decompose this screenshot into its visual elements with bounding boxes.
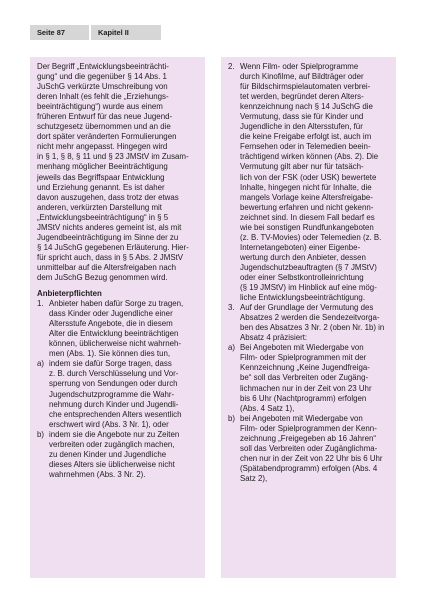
left-column bbox=[30, 57, 205, 578]
text-line: „Entwicklungsbeeinträchtigung“ in § 5 bbox=[37, 212, 169, 222]
text-line: § 14 JuSchG gegebenen Erläuterung. Hier- bbox=[37, 242, 189, 252]
text-line: können, üblicherweise nicht wahrneh- bbox=[49, 339, 182, 349]
list-item-number: 3. bbox=[228, 303, 235, 313]
list-item-text bbox=[240, 303, 389, 343]
text-line: anderen, verkürzten Darstellung mit bbox=[37, 202, 162, 212]
text-line: beeinträchtigung“) wurde aus einem bbox=[37, 102, 163, 112]
text-line: gung“ und die gegenüber § 14 Abs. 1 bbox=[37, 72, 167, 82]
sub-item-a bbox=[228, 343, 389, 413]
text-line: wahrnehmen (Abs. 3 Nr. 2). bbox=[49, 469, 146, 479]
text-line: oder einer Selbstkontrolleinrichtung bbox=[240, 272, 364, 282]
sub-item-letter: a) bbox=[228, 343, 236, 353]
text-line: wertung durch den Anbieter, dessen bbox=[240, 252, 366, 262]
sub-item-text bbox=[49, 359, 198, 429]
text-line: (§ 19 JMStV) im Hinblick auf eine mög- bbox=[240, 283, 377, 293]
chapter-label: Kapitel II bbox=[91, 25, 161, 40]
list-item-number: 2. bbox=[228, 62, 235, 71]
list-item-2 bbox=[228, 62, 389, 303]
sub-item-text bbox=[49, 430, 198, 480]
text-line: Anbieter haben dafür Sorge zu tragen, bbox=[49, 299, 184, 309]
text-line: für Bildschirmspielautomaten verbrei- bbox=[240, 82, 371, 92]
sub-item-text bbox=[240, 414, 389, 484]
text-line: soll das Verbreiten oder Zugänglichma- bbox=[240, 443, 378, 453]
text-line: durch Kinofilme, auf Bildträger oder bbox=[240, 72, 364, 82]
text-line: lichmachen nur in der Zeit von 23 Uhr bbox=[240, 383, 372, 393]
list-item-number: 1. bbox=[37, 299, 44, 309]
text-line: Wenn Film- oder Spielprogramme bbox=[240, 62, 359, 71]
text-line: wie bei sonstigen Rundfunkangeboten bbox=[240, 222, 374, 232]
text-line: JuSchG verkürzte Umschreibung von bbox=[37, 82, 168, 92]
text-line: dem JuSchG Bezug genommen wird. bbox=[37, 272, 168, 282]
text-line: Jugendschutzprogramme die Wahr- bbox=[49, 389, 175, 399]
text-line: mangels Vorlage keine Altersfreigabe- bbox=[240, 192, 373, 202]
text-line: erschwert wird (Abs. 3 Nr. 1), oder bbox=[49, 419, 169, 429]
text-line: unmittelbar auf die Altersfreigaben nach bbox=[37, 262, 177, 272]
text-line: Fernsehen oder in Telemedien beein- bbox=[240, 142, 371, 152]
text-line: sperrung von Sendungen oder durch bbox=[49, 379, 178, 389]
text-line: nehmung durch Kinder und Jugendli- bbox=[49, 399, 179, 409]
text-line: für spricht auch, dass in § 5 Abs. 2 JMStV bbox=[37, 252, 184, 262]
text-line: che entsprechenden Alters wesentlich bbox=[49, 409, 182, 419]
text-line: die keine Freigabe erfolgt ist, auch im bbox=[240, 132, 372, 142]
text-line: Inhalte, hingegen nicht für Inhalte, die bbox=[240, 182, 372, 192]
list-item-text bbox=[240, 62, 389, 303]
text-line: tet werden, begründet deren Alters- bbox=[240, 92, 364, 102]
text-line: liche Entwicklungsbeeinträchtigung. bbox=[240, 293, 366, 303]
text-line: Jugendliche in den Altersstufen, für bbox=[240, 122, 363, 132]
text-line: Vermutung, dass sie für Kinder und bbox=[240, 112, 364, 122]
list-item-text bbox=[49, 299, 198, 359]
text-line: indem sie dafür Sorge tragen, dass bbox=[49, 359, 172, 369]
text-line: lich von der FSK (oder USK) bewertete bbox=[240, 172, 377, 182]
text-line: zeichnet sind. In diesem Fall bedarf es bbox=[240, 212, 375, 222]
text-line: chen nur in der Zeit von 22 Uhr bis 6 Uhr bbox=[240, 453, 383, 463]
text-line: Auf der Grundlage der Vermutung des bbox=[240, 303, 374, 313]
list-item-3 bbox=[228, 303, 389, 343]
text-line: zeichnung „Freigegeben ab 16 Jahren“ bbox=[240, 433, 376, 443]
text-line: davon auszugehen, dass trotz der etwas bbox=[37, 192, 179, 202]
sub-item-letter: b) bbox=[37, 429, 45, 439]
text-line: bis 6 Uhr (Nachtprogramm) erfolgen bbox=[240, 393, 367, 403]
text-line: jeweils das Begriffspaar Entwicklung bbox=[37, 172, 165, 182]
text-line: zu denen Kinder und Jugendliche bbox=[49, 449, 167, 459]
text-line: in § 1, § 8, § 11 und § 23 JMStV im Zusam- bbox=[37, 152, 189, 162]
text-line: Absatzes 2 werden die Sendezeitvorga- bbox=[240, 313, 380, 323]
right-column bbox=[221, 57, 396, 578]
text-line: bewertung erfahren und nicht gekenn- bbox=[240, 202, 374, 212]
text-line: und Erziehung genannt. Es ist daher bbox=[37, 182, 165, 192]
text-line: nicht mehr angepasst. Hingegen wird bbox=[37, 142, 168, 152]
text-line: Bei Angeboten mit Wiedergabe von bbox=[240, 343, 364, 353]
text-line: indem sie die Angebote nur zu Zeiten bbox=[49, 429, 180, 439]
text-line: JMStV nichts anderes gemeint ist, als mit bbox=[37, 222, 182, 232]
text-line: Absatz 4 präzisiert: bbox=[240, 333, 308, 343]
text-line: Jugendschutzbeauftragten (§ 7 JMStV) bbox=[240, 262, 377, 272]
text-line: früheren Entwurf für das neue Jugend- bbox=[37, 112, 173, 122]
text-line: trächtigend wirken können (Abs. 2). Die bbox=[240, 152, 379, 162]
sub-item-text bbox=[240, 343, 389, 413]
text-line: schutzgesetz übernommen und an die bbox=[37, 122, 171, 132]
page-number-label: Seite 87 bbox=[30, 25, 89, 40]
list-item-1 bbox=[37, 299, 198, 359]
text-line: dass Kinder oder Jugendliche einer bbox=[49, 309, 173, 319]
sub-item-b bbox=[37, 430, 198, 480]
text-line: Jugendbeeinträchtigung im Sinne der zu bbox=[37, 232, 179, 242]
text-line: dieses Alters sie üblicherweise nicht bbox=[49, 459, 175, 469]
page-header bbox=[30, 25, 161, 40]
sub-item-a bbox=[37, 359, 198, 429]
text-line: Satz 2), bbox=[240, 473, 268, 483]
text-line: deren Inhalt (es fehlt die „Erziehungs- bbox=[37, 92, 169, 102]
intro-paragraph bbox=[37, 62, 198, 283]
text-line: be“ soll das Verbreiten oder Zugäng- bbox=[240, 373, 369, 383]
sub-item-letter: b) bbox=[228, 413, 236, 423]
text-line: bei Angeboten mit Wiedergabe von bbox=[240, 413, 363, 423]
text-line: Film- oder Spielprogrammen der Kenn- bbox=[240, 423, 377, 433]
sub-item-b bbox=[228, 414, 389, 484]
text-line: dort später veränderten Formulierungen bbox=[37, 132, 177, 142]
text-line: verbreiten oder zugänglich machen, bbox=[49, 439, 175, 449]
text-line: menhang möglicher Beeinträchtigung bbox=[37, 162, 168, 172]
text-line: Der Begriff „Entwicklungsbeeinträchti- bbox=[37, 62, 169, 71]
text-line: z. B. durch Verschlüsselung und Vor- bbox=[49, 369, 179, 379]
sub-item-letter: a) bbox=[37, 359, 45, 369]
text-line: Kennzeichnung „Keine Jugendfreiga- bbox=[240, 363, 370, 373]
text-line: Internetangeboten) einer Eigenbe- bbox=[240, 242, 361, 252]
text-line: ben des Absatzes 3 Nr. 2 (oben Nr. 1b) in bbox=[240, 323, 385, 333]
section-title: Anbieterpflichten bbox=[37, 289, 102, 299]
text-line: Vermutung gilt aber nur für tatsäch- bbox=[240, 162, 364, 172]
text-line: Film- oder Spielprogrammen mit der bbox=[240, 353, 367, 363]
text-line: (Spätabendprogramm) erfolgen (Abs. 4 bbox=[240, 463, 378, 473]
text-line: kennzeichnung nach § 14 JuSchG die bbox=[240, 102, 373, 112]
text-line: men (Abs. 1). Sie können dies tun, bbox=[49, 349, 171, 359]
text-line: Alter die Entwicklung beeinträchtigen bbox=[49, 329, 179, 339]
text-line: (z. B. TV-Movies) oder Telemedien (z. B. bbox=[240, 232, 382, 242]
text-line: (Abs. 4 Satz 1), bbox=[240, 403, 295, 413]
text-line: Altersstufe Angebote, die in diesem bbox=[49, 319, 173, 329]
